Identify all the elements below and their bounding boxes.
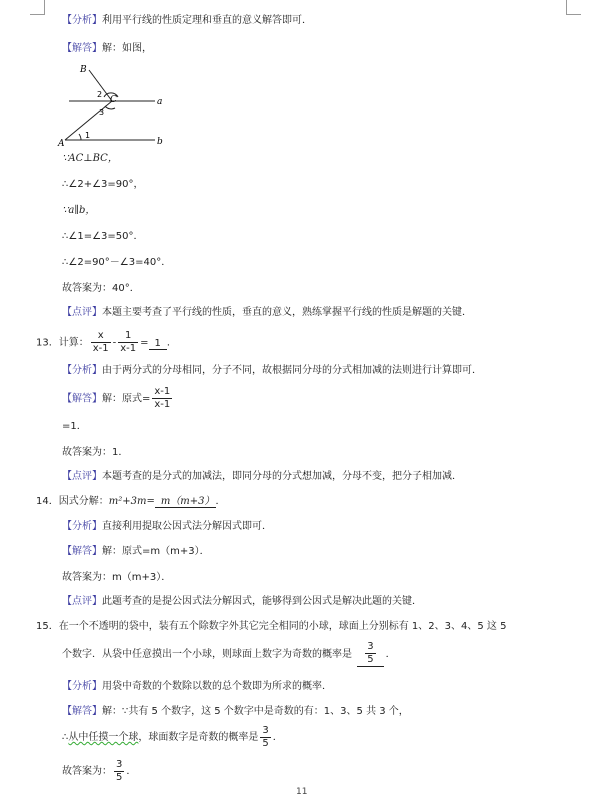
q15-answer-blank <box>357 641 383 667</box>
q13-answer <box>62 446 128 460</box>
q14-answer <box>62 571 171 585</box>
comment-label: 【点评】 <box>62 596 102 607</box>
angle-2-label: 2 <box>97 90 103 99</box>
q14-answer-text: 故答案为：m（m+3）． <box>62 572 172 583</box>
q12-step-1-text: ∵AC⊥BC， <box>62 153 118 164</box>
q15-prob-num: 3 <box>262 724 269 736</box>
q15-answer: 故答案为： $\frac{3}{5}$ ． <box>62 758 137 783</box>
q13-question: 13．计算： $\frac{x}{x-1}$ - $\frac{1}{x-1}$ = 1 ． <box>36 330 177 354</box>
q15-analysis <box>62 680 332 694</box>
comment-label: 【点评】 <box>62 307 102 318</box>
q12-step-4-text: ∴∠1=∠3=50°． <box>62 231 144 242</box>
q15-probability-fraction <box>260 725 270 750</box>
q13-num1: x <box>91 330 111 343</box>
q13-minus: - <box>112 337 117 349</box>
page-number: 11 <box>296 787 308 797</box>
q14-answer-blank: m（m+3） <box>155 496 216 508</box>
q15-question-line-1 <box>36 620 506 634</box>
q13-solution-prefix: 解：原式= <box>102 393 151 405</box>
angle-3-label: 3 <box>99 108 105 117</box>
angle-3-arc <box>105 106 115 109</box>
q13-result <box>62 420 87 434</box>
q13-num2: 1 <box>118 330 138 343</box>
q15-probability-line: ∴从中任摸一个球，球面数字是奇数的概率是 $\frac{3}{5}$ ． <box>62 724 283 749</box>
q13-prefix: 13．计算： <box>36 337 89 349</box>
solution-label: 【解答】 <box>62 43 102 54</box>
q12-step-5-text: ∴∠2=90°－∠3=40°． <box>62 257 172 268</box>
analysis-label: 【分析】 <box>62 521 102 532</box>
q14-comment-text: 此题考查的是提公因式法分解因式，能够得到公因式是解决此题的关键． <box>102 596 422 607</box>
q15-analysis-text: 用袋中奇数的个数除以数的总个数即为所求的概率． <box>102 681 332 692</box>
q13-comment-text: 本题考查的是分式的加减法，即同分母的分式想加减，分母不变，把分子相加减． <box>102 471 462 482</box>
angle-1-label: 1 <box>85 131 91 140</box>
q12-solution <box>62 42 152 56</box>
q12-step-3 <box>62 204 95 218</box>
q14-solution <box>62 545 210 559</box>
q12-analysis <box>62 14 312 28</box>
q15-answer-den: 5 <box>116 771 123 783</box>
q15-line1-text: 15．在一个不透明的袋中，装有五个除数字外其它完全相同的小球，球面上分别标有 1、2、3、4、5 这 5 <box>36 621 507 632</box>
q15-answer-prefix: 故答案为： <box>62 766 112 777</box>
q13-analysis <box>62 364 482 378</box>
q15-line2-text: 个数字．从袋中任意摸出一个小球，则球面上数字为奇数的概率是 <box>62 649 352 660</box>
q13-fraction-1 <box>91 330 111 355</box>
q14-analysis-text: 直接利用提取公因式法分解因式即可． <box>102 521 272 532</box>
q12-answer <box>62 282 140 296</box>
q15-question-line-2: 个数字．从袋中任意摸出一个小球，则球面上数字为奇数的概率是 $\frac{3}{5}$ ． <box>62 641 396 665</box>
q15-line2-rest: 球面数字是奇数的概率是 <box>148 732 259 743</box>
label-b-point: B <box>80 65 87 75</box>
label-c-point: C <box>110 95 117 105</box>
q14-expression: m²+3m= <box>108 496 155 507</box>
q14-analysis <box>62 520 272 534</box>
q12-step-4 <box>62 230 144 244</box>
q12-answer-text: 故答案为：40°． <box>62 283 140 294</box>
label-line-b: b <box>157 137 163 147</box>
q12-step-1 <box>62 152 118 166</box>
q13-solution-den: x-1 <box>154 399 171 410</box>
q12-step-2-text: ∴∠2+∠3=90°， <box>62 179 144 190</box>
q15-answer-fraction <box>114 759 124 784</box>
q13-den1: x-1 <box>92 343 109 354</box>
q15-ans-num: 3 <box>367 641 374 652</box>
q15-wave-text: 从中任摸一个球 <box>68 732 139 743</box>
q14-prefix: 14．因式分解： <box>36 496 109 507</box>
q13-solution-num: x-1 <box>154 386 171 397</box>
parallel-lines-figure <box>55 60 180 150</box>
q13-analysis-text: 由于两分式的分母相同，分子不同，故根据同分母的分式相加减的法则进行计算即可． <box>102 365 482 376</box>
angle-1-arc <box>79 134 81 140</box>
q12-analysis-text: 利用平行线的性质定理和垂直的意义解答即可． <box>102 15 312 26</box>
q12-comment <box>62 306 472 320</box>
q12-comment-text: 本题主要考查了平行线的性质，垂直的意义，熟练掌握平行线的性质是解题的关键． <box>102 307 472 318</box>
q15-solution <box>62 705 409 719</box>
label-a-point: A <box>58 139 65 149</box>
q13-solution <box>62 386 174 413</box>
solution-label: 【解答】 <box>62 393 102 405</box>
q12-step-5 <box>62 256 171 270</box>
comment-label: 【点评】 <box>62 471 102 482</box>
q13-comment <box>62 470 462 484</box>
label-line-a: a <box>157 97 163 107</box>
q12-solution-text: 解：如图， <box>102 43 152 54</box>
solution-label: 【解答】 <box>62 546 102 557</box>
analysis-label: 【分析】 <box>62 15 102 26</box>
q15-ans-den: 5 <box>367 654 374 665</box>
analysis-label: 【分析】 <box>62 365 102 376</box>
q13-result-text: =1． <box>62 421 87 432</box>
q13-solution-fraction <box>152 386 172 411</box>
q12-step-2 <box>62 178 144 192</box>
crop-mark-top-right <box>566 0 581 15</box>
q14-comment <box>62 595 422 609</box>
q15-solution-text: 解：∵共有 5 个数字，这 5 个数字中是奇数的有：1、3、5 共 3 个， <box>102 706 409 717</box>
q15-prob-den: 5 <box>262 737 269 749</box>
q13-den2: x-1 <box>120 343 137 354</box>
q13-answer-text: 故答案为：1． <box>62 447 129 458</box>
q15-answer-num: 3 <box>116 758 123 770</box>
q14-solution-text: 解：原式=m（m+3）． <box>102 546 210 557</box>
q13-answer-blank: 1 <box>149 338 167 350</box>
solution-label: 【解答】 <box>62 706 102 717</box>
crop-mark-top-left <box>30 0 45 15</box>
q13-fraction-2 <box>118 330 138 355</box>
q12-step-3-text: ∵a∥b， <box>62 205 96 216</box>
analysis-label: 【分析】 <box>62 681 102 692</box>
q14-question: 14．因式分解：m²+3m= m（m+3） ． <box>36 496 226 507</box>
q13-equals: = <box>140 337 149 349</box>
